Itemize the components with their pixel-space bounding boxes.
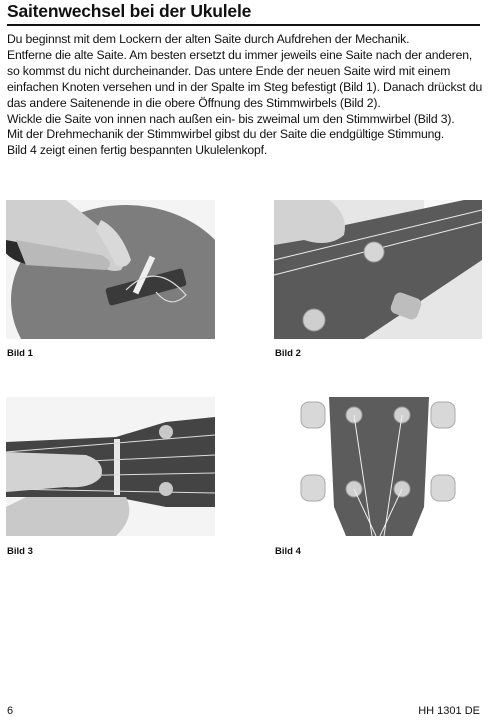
photo-finished-headstock	[274, 397, 482, 536]
photo-bridge-knot	[6, 200, 215, 339]
paragraph-2: Entferne die alte Saite. Am besten ersetzt du immer jeweils eine Saite nach der anderen, so kommst du nicht durcheinander. Das untere Ende der neuen Saite wird mit einem einfachen Knoten versehen und in der Spalte im Steg befestigt (Bild 1). Danach drückst du das andere Saitenende in die obere Öffnung des Stimmwirbels (Bild 2).	[7, 47, 483, 110]
title-underline	[7, 24, 480, 26]
paragraph-1: Du beginnst mit dem Lockern der alten Saite durch Aufdrehen der Mechanik.	[7, 32, 410, 46]
caption-bild-3: Bild 3	[7, 546, 33, 557]
photo-winding-string	[6, 397, 215, 536]
caption-bild-1: Bild 1	[7, 348, 33, 359]
paragraph-5: Bild 4 zeigt einen fertig bespannten Ukulelenkopf.	[7, 143, 268, 158]
photo-tuning-peg	[274, 200, 482, 339]
paragraph-4: Mit der Drehmechanik der Stimmwirbel gibst du der Saite die endgültige Stimmung.	[7, 127, 445, 142]
page-title: Saitenwechsel bei der Ukulele	[7, 1, 252, 21]
intro-text	[7, 32, 485, 159]
caption-bild-4: Bild 4	[275, 546, 301, 557]
paragraph-3: Wickle die Saite von innen nach außen ein- bis zweimal um den Stimmwirbel (Bild 3).	[7, 111, 455, 126]
caption-bild-2: Bild 2	[275, 348, 301, 359]
document-code: HH 1301 DE	[418, 705, 480, 717]
page-number: 6	[7, 705, 14, 717]
